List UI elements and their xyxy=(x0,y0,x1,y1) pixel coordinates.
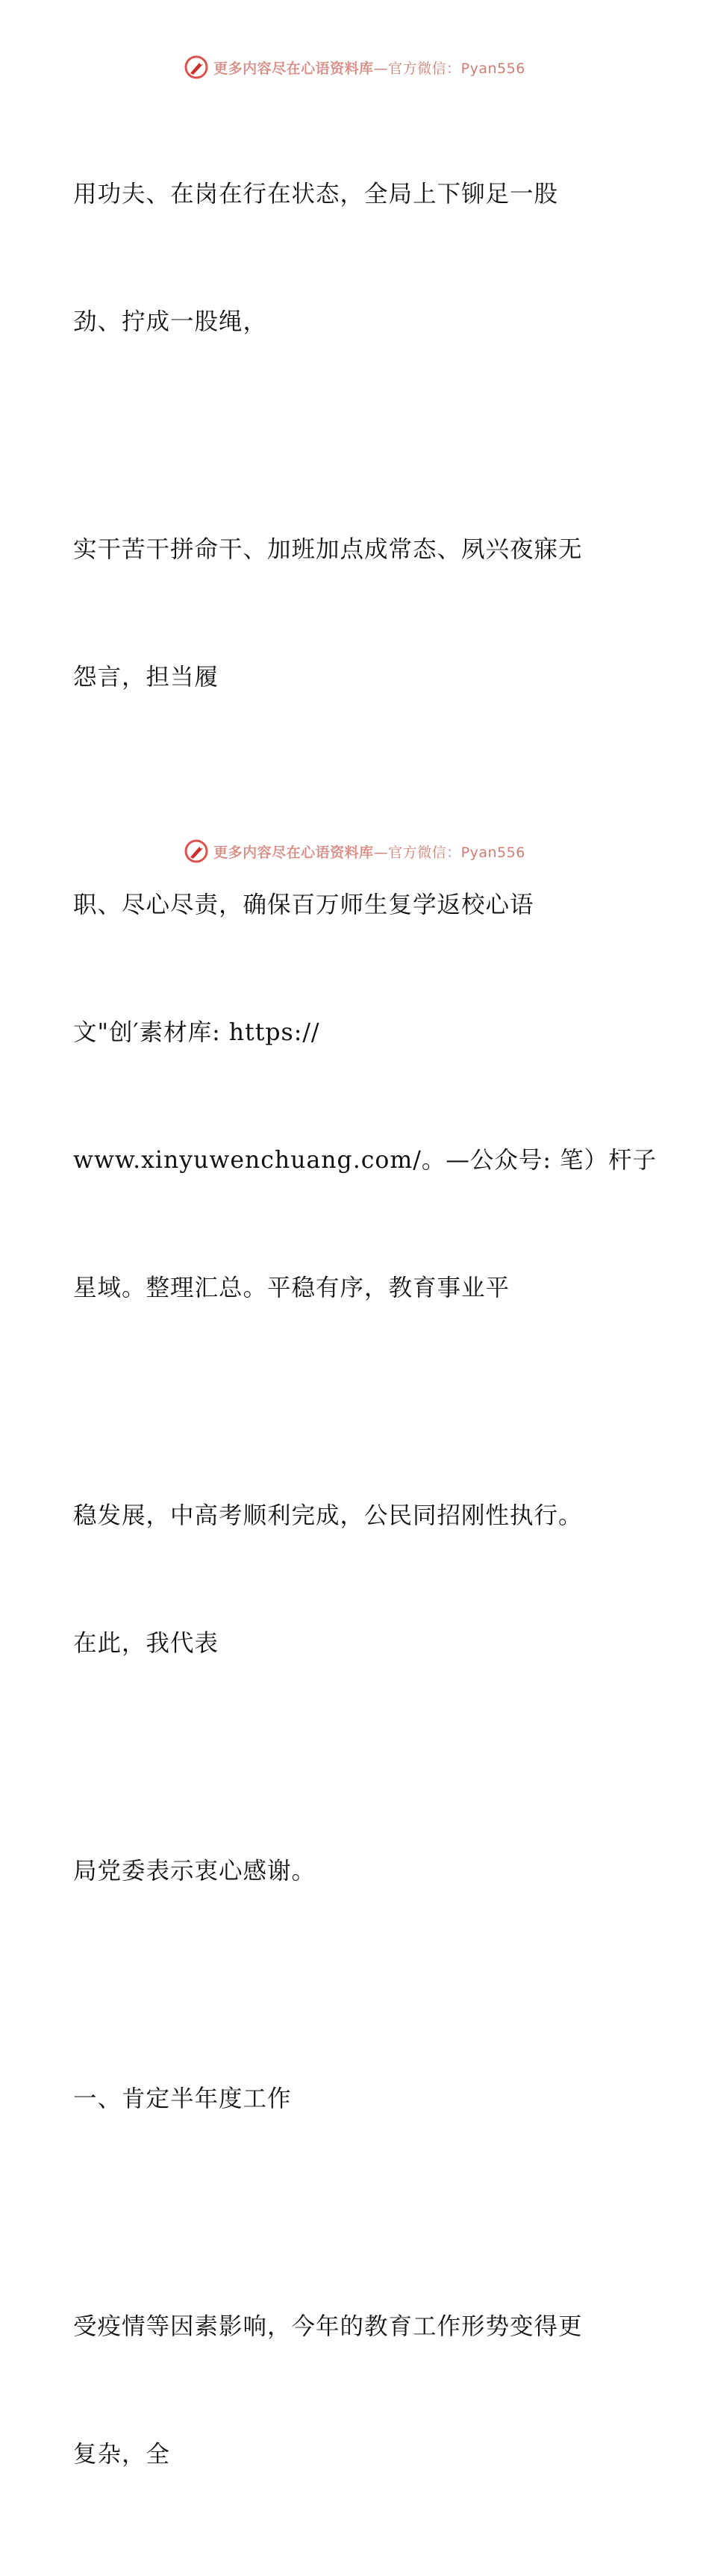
header-banner xyxy=(0,52,709,82)
paragraph-1 xyxy=(73,88,640,429)
text-line: 文"创′素材库: https:// xyxy=(73,1019,320,1046)
text-line: 在此，我代表 xyxy=(73,1630,219,1657)
paragraph-4 xyxy=(73,1410,640,1750)
paragraph-5 xyxy=(73,1765,640,1978)
header-banner-text xyxy=(213,57,525,78)
text-line: 怨言，担当履 xyxy=(73,664,219,691)
text-line: www.xinyuwenchuang.com/。—公众号: 笔）杆子 xyxy=(73,1147,657,1174)
text-line: 复杂，全 xyxy=(73,2441,171,2468)
footer-contact: 官方微信：Pyan556 xyxy=(388,844,525,861)
pen-nib-icon xyxy=(184,839,209,864)
text-line: 受疫情等因素影响，今年的教育工作形势变得更 xyxy=(73,2313,583,2340)
header-brand: 更多内容尽在心语资料库 xyxy=(213,60,374,77)
footer-banner xyxy=(0,836,709,866)
paragraph-2 xyxy=(73,444,640,784)
text-line: 稳发展，中高考顺利完成，公民同招刚性执行。 xyxy=(73,1502,583,1529)
text-line: 星域。整理汇总。平稳有序，教育事业平 xyxy=(73,1275,510,1301)
paragraph-6 xyxy=(73,2221,640,2561)
text-line: 一、肯定半年度工作 xyxy=(73,2085,292,2112)
text-line: 局党委表示衷心感谢。 xyxy=(73,1858,316,1885)
footer-brand: 更多内容尽在心语资料库 xyxy=(213,844,374,861)
text-line: 职、尽心尽责，确保百万师生复学返校心语 xyxy=(73,892,534,918)
text-line: 实干苦干拼命干、加班加点成常态、夙兴夜寐无 xyxy=(73,536,583,563)
header-separator: — xyxy=(373,60,389,77)
section-heading xyxy=(73,1993,640,2206)
header-contact: 官方微信：Pyan556 xyxy=(388,60,525,77)
text-line: 劲、拧成一股绳， xyxy=(73,308,268,335)
pen-nib-icon xyxy=(184,55,209,80)
footer-separator: — xyxy=(373,844,389,861)
footer-banner-text xyxy=(213,841,525,862)
text-line: 用功夫、在岗在行在状态，全局上下铆足一股 xyxy=(73,181,559,208)
document-body xyxy=(73,88,657,2576)
paragraph-3 xyxy=(73,799,657,1395)
